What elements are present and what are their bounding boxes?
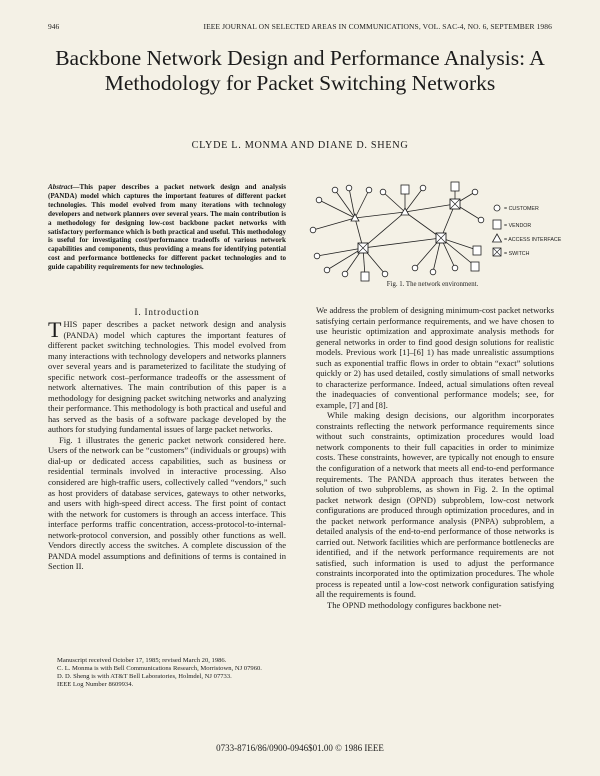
right-column [316, 305, 554, 610]
figure-caption: Fig. 1. The network environment. [386, 281, 479, 288]
abstract-label: Abstract— [48, 183, 80, 191]
footnote-sheng: D. D. Sheng is with AT&T Bell Laboratories, Holmdel, NJ 07733. [57, 672, 232, 680]
journal-name: IEEE JOURNAL ON SELECTED AREAS IN COMMUNICATIONS, VOL. SAC-4, NO. 6, SEPTEMBER 1986 [203, 22, 552, 31]
body-paragraph-2: While making design decisions, our algorithm incorporates constraints reflecting the network performance requirements since without such constraints, optimization procedures would load network components to their full capacities in order to minimize costs. These constraints, however, are typically not enough to ensure the configuration of a network that meets all end-to-end performance requirements. The PANDA approach thus iterates between the solution of two subproblems, as shown in Fig. 2. In the optimal packet network design (OPND) subproblem, low-cost network configurations are produced through optimization procedures, and in the packet network performance analysis (PNPA) subproblem, a detailed analysis of the end-to-end performance of those networks is carried out. Network facilities which are performance bottlenecks are identified, and if the network performance requirements are not satisfied, such information is used to adjust the performance constraints incorporated into the optimization procedures. The whole process is repeated until a low-cost network configuration satisfying all the requirements is found. [316, 410, 554, 600]
customer-icon [494, 205, 500, 211]
body-paragraph-1: We address the problem of designing minimum-cost packet networks satisfying certain performance requirements, and we have chosen to use heuristic optimization and approximate analysis methods for general networks in order to find good design solutions for realistic models. Previous work [1]–[6] 1) has made unrealistic assumptions such as exponential traffic flows in order to obtain “exact” solutions quickly or 2) has used detailed, costly simulations of small networks to characterize performance. Indeed, actual simulations often reveal the inadequacies of conventional performance models; see, for example, [7] and [8]. [316, 305, 554, 410]
abstract-text: This paper describes a packet network design and analysis (PANDA) model which captures the important features of different packet technologies. This model evolved from many iterations with technology developers and network planners over several years. The main contribution is a methodology for designing low-cost backbone packet networks with satisfactory performance which is both practical and useful. This methodology is useful for investigating cost/performance tradeoffs of various network capabilities and components, thus providing a means for identifying potential cost and performance bottlenecks for different packet technologies and to guide capability requirements for new technologies. [48, 183, 286, 272]
author-line: CLYDE L. MONMA AND DIANE D. SHENG [191, 140, 409, 151]
intro-paragraph-2: Fig. 1 illustrates the generic packet network considered here. Users of the network can be “customers” (individuals or groups) with dial-up or dedicated access capabilities, such as business or residential terminals involved in interactive processing. Also considered are high-traffic users, collectively called “vendors,” such as host providers of database services, gateways to other networks, and users with high-speed direct access. The first point of contact with the network for customers is through an access interface. This interface performs traffic concentration, access-protocol-to-internal-network-protocol conversion, and possibly other functions as well. Vendors directly access the switches. A complete discussion of the PANDA model assumptions and definitions of terms is contained in Section II. [48, 434, 286, 572]
abstract [48, 183, 286, 272]
running-header [48, 22, 552, 34]
body-paragraph-3: The OPND methodology configures backbone net- [327, 599, 502, 610]
section-heading: I. Introduction [134, 307, 200, 317]
footnote-log: IEEE Log Number 8609934. [57, 680, 134, 688]
legend-vendor: = VENDOR [504, 223, 532, 229]
footnotes [48, 657, 286, 689]
paper-title: Backbone Network Design and Performance Analysis: A Methodology for Packet Switching Networks [55, 46, 545, 95]
legend-switch: = SWITCH [504, 251, 530, 257]
copyright-footer: 0733-8716/86/0900-0946$01.00 © 1986 IEEE [216, 743, 384, 753]
drop-cap: T [48, 317, 62, 342]
vendor-icon [493, 220, 501, 229]
intro-paragraph-1: THIS paper describes a packet network design and analysis (PANDA) model which captures the important features of different packet switching technologies. This model evolved from many interactions with technology developers and networks planners over several years and is parameterized to facilitate the studying of specific network cost–performance tradeoffs or the assessment of network alternatives. The main contribution of this paper is a methodology for designing packet switching networks and analyzing their performance. This methodology is both practical and useful and has served as the basis of a software package developed by the authors for studying fundamental issues of large packet networks. [48, 317, 286, 435]
footnote-monma: C. L. Monma is with Bell Communications Research, Morristown, NJ 07960. [57, 664, 262, 672]
legend-access: = ACCESS INTERFACE [504, 237, 562, 243]
figure-legend [493, 205, 562, 257]
switch-icon [493, 248, 501, 256]
access-interface-icon [493, 234, 502, 242]
legend-customer: = CUSTOMER [504, 206, 539, 212]
footnote-manuscript: Manuscript received October 17, 1985; revised March 20, 1986. [57, 657, 227, 664]
network-figure [305, 180, 565, 292]
left-column [48, 319, 286, 572]
page-number: 946 [48, 22, 60, 31]
